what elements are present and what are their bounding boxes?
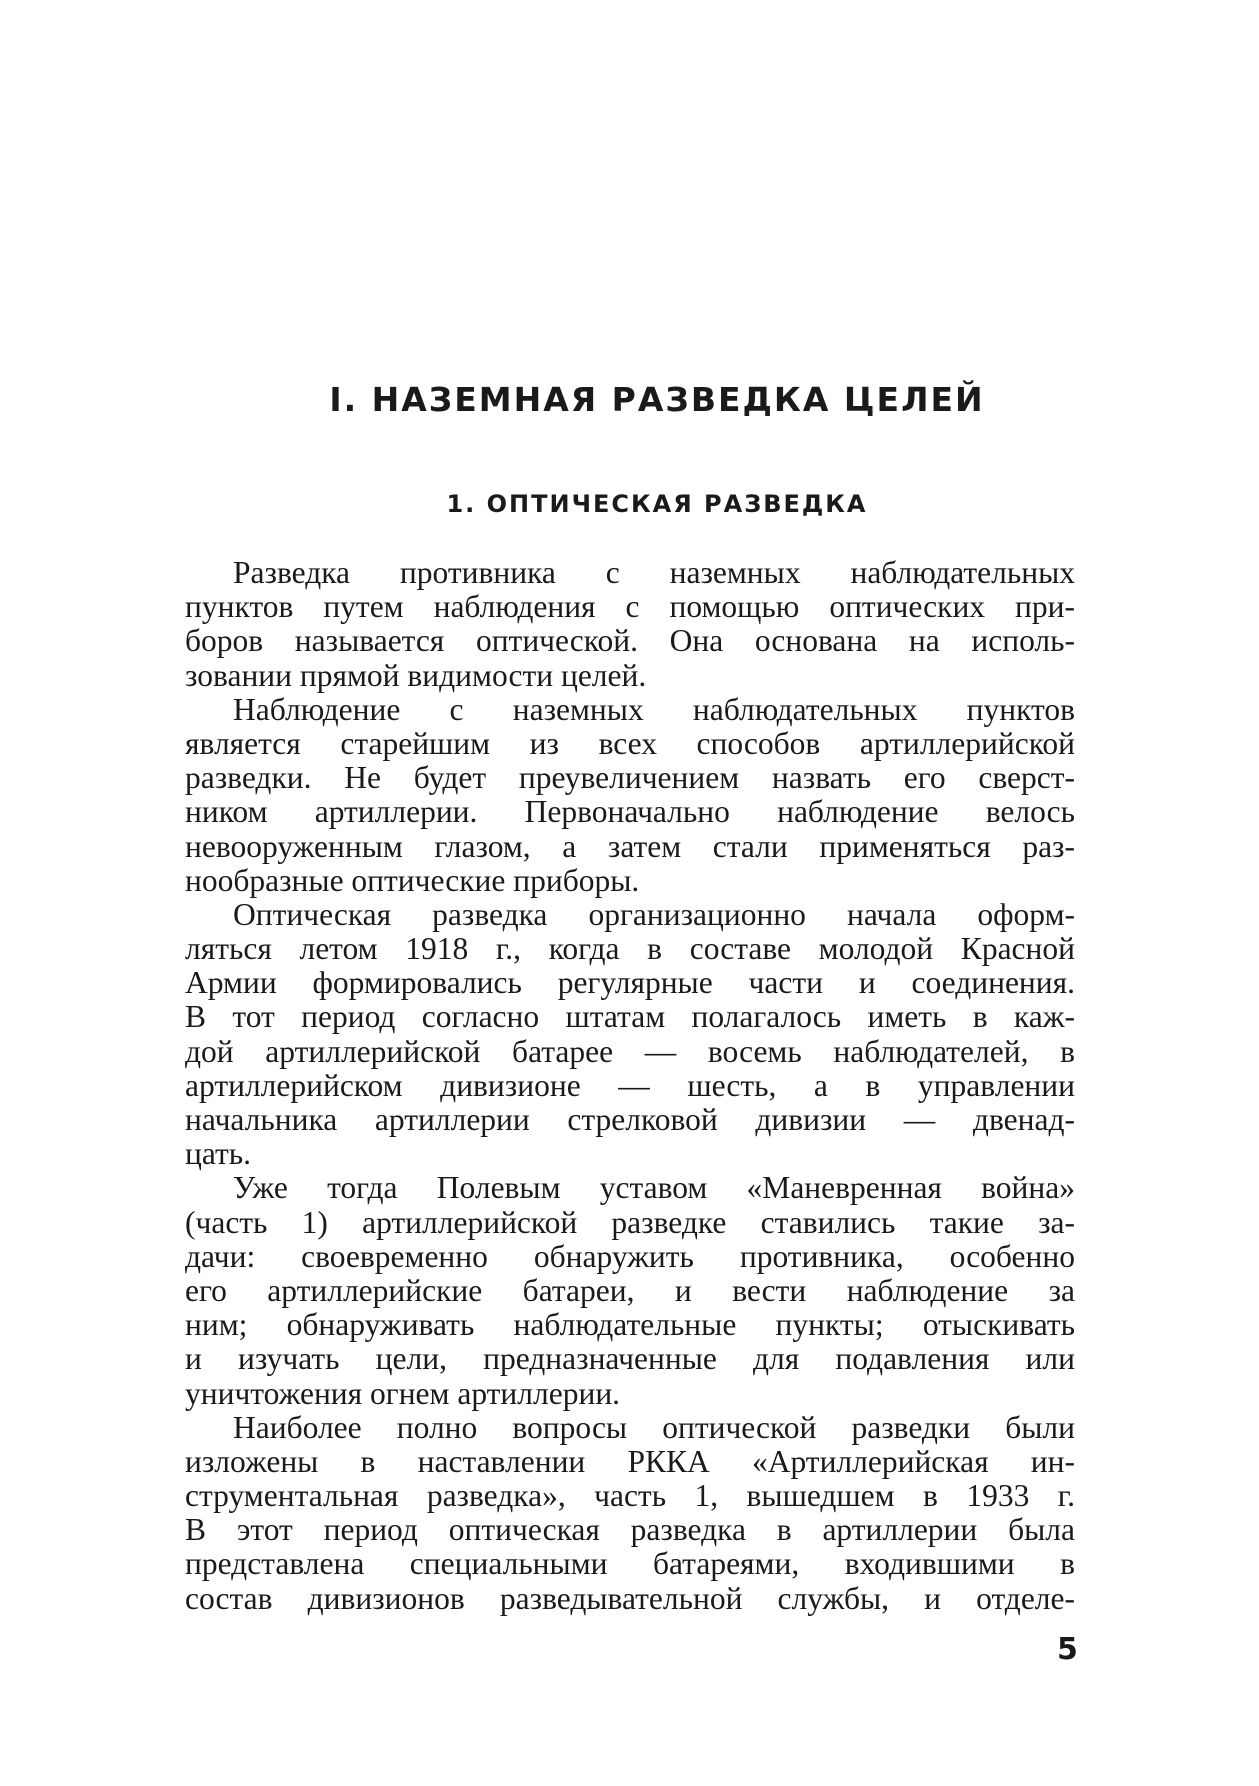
- text-line: состав дивизионов разведывательной службы, и отделе-: [185, 1581, 1075, 1616]
- body-text: [185, 556, 1075, 1616]
- text-line: Наиболее полно вопросы оптической разведки были: [233, 1410, 1075, 1445]
- text-line: ником артиллерии. Первоначально наблюдение велось: [185, 795, 1075, 830]
- text-line: В тот период согласно штатам полагалось иметь в каж-: [185, 1000, 1075, 1035]
- text-line: Оптическая разведка организационно начала оформ-: [233, 897, 1075, 932]
- text-line: Разведка противника с наземных наблюдательных: [233, 556, 1075, 590]
- section-title: 1. ОПТИЧЕСКАЯ РАЗВЕДКА: [446, 490, 868, 518]
- text-line: разведки. Не будет преувеличением назвать его сверст-: [185, 761, 1075, 796]
- text-line: боров называется оптической. Она основана на исполь-: [185, 624, 1075, 659]
- text-line: ним; обнаруживать наблюдательные пункты; отыскивать: [185, 1308, 1075, 1343]
- text-line: струментальная разведка», часть 1, вышедшем в 1933 г.: [185, 1479, 1075, 1514]
- text-line: уничтожения огнем артиллерии.: [185, 1376, 621, 1411]
- text-line: дой артиллерийской батарее — восемь наблюдателей, в: [185, 1034, 1075, 1069]
- text-line: является старейшим из всех способов артиллерийской: [185, 726, 1075, 761]
- text-line: представлена специальными батареями, входившими в: [185, 1547, 1075, 1582]
- text-line: дачи: своевременно обнаружить противника, особенно: [185, 1239, 1075, 1274]
- text-line: Уже тогда Полевым уставом «Маневренная война»: [233, 1171, 1075, 1206]
- text-line: цать.: [185, 1137, 252, 1172]
- text-line: Армии формировались регулярные части и соединения.: [185, 966, 1075, 1001]
- text-line: начальника артиллерии стрелковой дивизии — двенад-: [185, 1103, 1075, 1137]
- text-line: (часть 1) артиллерийской разведке ставились такие за-: [185, 1205, 1075, 1240]
- text-line: пунктов путем наблюдения с помощью оптических при-: [185, 590, 1075, 625]
- page-number: 5: [1057, 1632, 1078, 1667]
- text-line: В этот период оптическая разведка в артиллерии была: [185, 1513, 1075, 1548]
- chapter-title: I. НАЗЕМНАЯ РАЗВЕДКА ЦЕЛЕЙ: [329, 380, 985, 419]
- text-line: его артиллерийские батареи, и вести наблюдение за: [185, 1273, 1075, 1308]
- text-line: Наблюдение с наземных наблюдательных пунктов: [233, 692, 1075, 727]
- text-line: зовании прямой видимости целей.: [185, 658, 647, 693]
- text-line: изложены в наставлении РККА «Артиллерийская ин-: [185, 1444, 1075, 1479]
- text-line: невооруженным глазом, а затем стали применяться раз-: [185, 829, 1075, 864]
- text-line: ляться летом 1918 г., когда в составе молодой Красной: [185, 932, 1075, 967]
- text-line: артиллерийском дивизионе — шесть, а в управлении: [185, 1068, 1075, 1103]
- text-line: нообразные оптические приборы.: [185, 863, 640, 898]
- text-line: и изучать цели, предназначенные для подавления или: [185, 1342, 1075, 1377]
